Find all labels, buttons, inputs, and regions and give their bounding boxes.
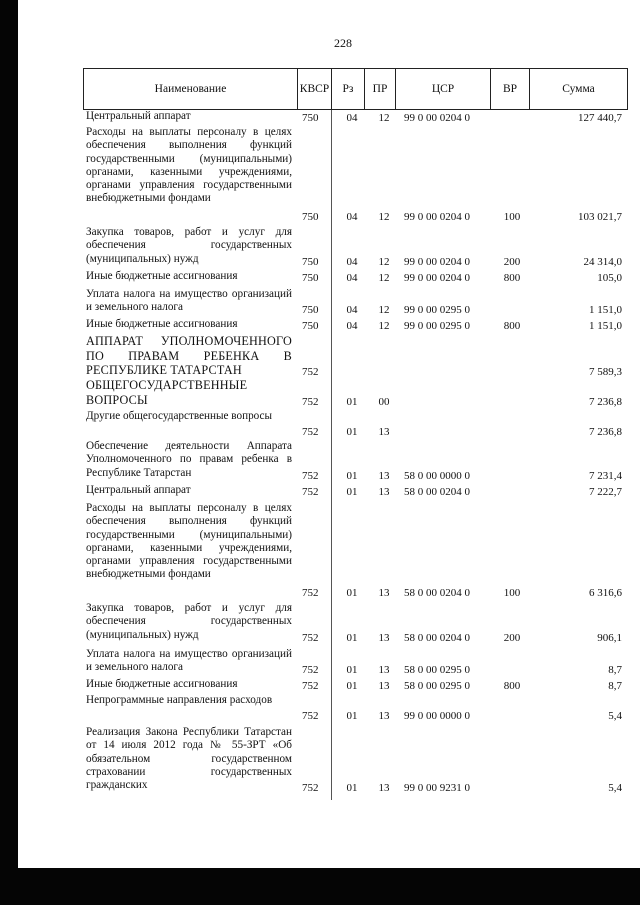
table-row (0, 288, 640, 316)
row-csr: 99 0 00 0000 0 (404, 710, 470, 722)
row-rz: 01 (346, 587, 358, 599)
row-sum: 5,4 (608, 782, 622, 794)
row-csr: 99 0 00 0204 0 (404, 272, 470, 284)
row-name: Непрограммные направления расходов (86, 694, 273, 706)
row-rz: 01 (346, 426, 358, 438)
row-sum: 1 151,0 (589, 304, 622, 316)
table-row (0, 694, 640, 722)
row-vr: 200 (503, 632, 521, 644)
table-row (0, 440, 640, 482)
row-sum: 7 589,3 (589, 366, 622, 378)
row-vr: 800 (503, 680, 521, 692)
row-csr: 99 0 00 0204 0 (404, 256, 470, 268)
header-sum: Сумма (529, 69, 627, 109)
row-pr: 12 (378, 320, 390, 332)
row-csr: 58 0 00 0204 0 (404, 486, 470, 498)
header-kvsr: КВСР (297, 69, 331, 109)
row-pr: 13 (378, 426, 390, 438)
row-sum: 8,7 (608, 664, 622, 676)
table-row (0, 378, 640, 408)
row-kvsr: 752 (302, 782, 319, 794)
row-pr: 13 (378, 470, 390, 482)
table-row (0, 270, 640, 284)
table-row (0, 318, 640, 332)
row-name: Центральный аппарат (86, 110, 191, 122)
row-vr: 100 (503, 587, 521, 599)
row-csr: 99 0 00 0295 0 (404, 320, 470, 332)
scan-bottom-border (0, 868, 640, 905)
row-rz: 04 (346, 256, 358, 268)
table-row (0, 678, 640, 692)
row-kvsr: 750 (302, 304, 319, 316)
row-csr: 99 0 00 0204 0 (404, 211, 470, 223)
row-sum: 7 222,7 (589, 486, 622, 498)
row-sum: 5,4 (608, 710, 622, 722)
row-kvsr: 752 (302, 632, 319, 644)
table-row (0, 484, 640, 498)
row-csr: 58 0 00 0295 0 (404, 664, 470, 676)
row-pr: 13 (378, 486, 390, 498)
row-csr: 99 0 00 0295 0 (404, 304, 470, 316)
row-vr: 800 (503, 320, 521, 332)
row-rz: 01 (346, 632, 358, 644)
row-kvsr: 752 (302, 470, 319, 482)
row-kvsr: 752 (302, 680, 319, 692)
row-pr: 12 (378, 256, 390, 268)
row-vr: 200 (503, 256, 521, 268)
table-header (83, 68, 628, 110)
row-kvsr: 752 (302, 710, 319, 722)
row-sum: 1 151,0 (589, 320, 622, 332)
row-name: ОБЩЕГОСУДАРСТВЕННЫЕ ВОПРОСЫ (86, 378, 248, 407)
row-kvsr: 752 (302, 426, 319, 438)
row-name: Закупка товаров, работ и услуг для обеспечения государственных (муниципальных) нужд (86, 226, 292, 265)
row-name: Расходы на выплаты персоналу в целях обеспечения выполнения функций государственными (муниципальными) органами, казенными учреждениями, органами управления государственными внебюджетными фондами (86, 126, 292, 205)
row-name: Иные бюджетные ассигнования (86, 318, 238, 330)
row-pr: 13 (378, 587, 390, 599)
header-vr: ВР (490, 69, 529, 109)
row-pr: 12 (378, 304, 390, 316)
row-kvsr: 752 (302, 587, 319, 599)
row-csr: 58 0 00 0000 0 (404, 470, 470, 482)
table-row (0, 110, 640, 124)
row-name: Иные бюджетные ассигнования (86, 270, 238, 282)
row-csr: 58 0 00 0295 0 (404, 680, 470, 692)
table-row (0, 334, 640, 378)
row-name: Реализация Закона Республики Татарстан от 14 июля 2012 года № 55-ЗРТ «Об обязательном государственном страховании государственных гражданских (86, 726, 292, 792)
row-vr: 800 (503, 272, 521, 284)
header-csr: ЦСР (395, 69, 490, 109)
row-kvsr: 750 (302, 320, 319, 332)
row-sum: 6 316,6 (589, 587, 622, 599)
row-sum: 906,1 (597, 632, 622, 644)
row-pr: 00 (378, 396, 390, 408)
row-pr: 13 (378, 782, 390, 794)
row-name: Центральный аппарат (86, 484, 191, 496)
row-sum: 24 314,0 (583, 256, 622, 268)
table-row (0, 410, 640, 438)
row-pr: 13 (378, 710, 390, 722)
row-kvsr: 750 (302, 256, 319, 268)
row-pr: 13 (378, 680, 390, 692)
row-rz: 01 (346, 486, 358, 498)
row-pr: 12 (378, 112, 390, 124)
header-name: Наименование (154, 83, 227, 95)
row-sum: 7 231,4 (589, 470, 622, 482)
row-csr: 58 0 00 0204 0 (404, 632, 470, 644)
header-pr: ПР (364, 69, 395, 109)
row-sum: 103 021,7 (578, 211, 622, 223)
row-sum: 8,7 (608, 680, 622, 692)
row-csr: 99 0 00 0204 0 (404, 112, 470, 124)
row-pr: 13 (378, 632, 390, 644)
row-name: Иные бюджетные ассигнования (86, 678, 238, 690)
row-csr: 99 0 00 9231 0 (404, 782, 470, 794)
row-sum: 105,0 (597, 272, 622, 284)
row-name: АППАРАТ УПОЛНОМОЧЕННОГО ПО ПРАВАМ РЕБЕНКА В РЕСПУБЛИКЕ ТАТАРСТАН (86, 334, 292, 378)
row-kvsr: 750 (302, 112, 319, 124)
row-rz: 01 (346, 664, 358, 676)
row-kvsr: 750 (302, 272, 319, 284)
row-sum: 127 440,7 (578, 112, 622, 124)
row-pr: 13 (378, 664, 390, 676)
row-rz: 04 (346, 272, 358, 284)
row-rz: 01 (346, 710, 358, 722)
table-row (0, 226, 640, 268)
table-row (0, 726, 640, 794)
row-name: Расходы на выплаты персоналу в целях обеспечения выполнения функций государственными (муниципальными) органами, казенными учреждениями, органами управления государственными внебюджетными фондами (86, 502, 292, 581)
row-kvsr: 752 (302, 486, 319, 498)
row-sum: 7 236,8 (589, 396, 622, 408)
row-csr: 58 0 00 0204 0 (404, 587, 470, 599)
row-rz: 01 (346, 470, 358, 482)
row-rz: 04 (346, 211, 358, 223)
page-number: 228 (334, 36, 352, 50)
table-row (0, 126, 640, 223)
row-pr: 12 (378, 211, 390, 223)
row-kvsr: 752 (302, 396, 319, 408)
row-rz: 01 (346, 782, 358, 794)
row-name: Уплата налога на имущество организаций и земельного налога (86, 288, 292, 314)
header-rz: Рз (331, 69, 364, 109)
row-vr: 100 (503, 211, 521, 223)
row-kvsr: 752 (302, 664, 319, 676)
row-pr: 12 (378, 272, 390, 284)
row-name: Другие общегосударственные вопросы (86, 410, 273, 422)
row-rz: 04 (346, 320, 358, 332)
table-row (0, 648, 640, 676)
row-name: Закупка товаров, работ и услуг для обеспечения государственных (муниципальных) нужд (86, 602, 292, 641)
table-row (0, 502, 640, 599)
table-row (0, 602, 640, 644)
row-name: Обеспечение деятельности Аппарата Уполномоченного по правам ребенка в Республике Татарстан (86, 440, 292, 479)
row-kvsr: 752 (302, 366, 319, 378)
row-rz: 01 (346, 396, 358, 408)
row-name: Уплата налога на имущество организаций и земельного налога (86, 648, 292, 674)
row-rz: 04 (346, 112, 358, 124)
row-sum: 7 236,8 (589, 426, 622, 438)
row-kvsr: 750 (302, 211, 319, 223)
row-rz: 04 (346, 304, 358, 316)
row-rz: 01 (346, 680, 358, 692)
